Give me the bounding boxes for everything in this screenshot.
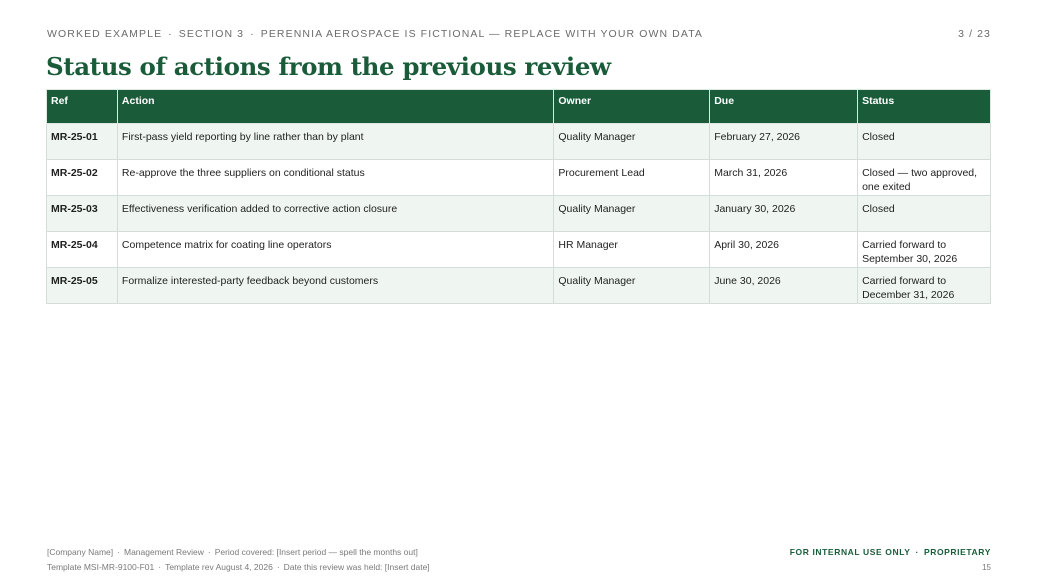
cell-action: Re-approve the three suppliers on conditional status: [117, 160, 553, 196]
page-title: Status of actions from the previous review: [46, 52, 611, 81]
slide-header: [47, 28, 991, 40]
slide-counter: 3 / 23: [958, 28, 991, 40]
cell-due: February 27, 2026: [710, 124, 858, 160]
footer-right: [790, 545, 991, 575]
column-header-action: Action: [117, 90, 553, 124]
breadcrumb-item: PERENNIA AEROSPACE IS FICTIONAL — REPLACE WITH YOUR OWN DATA: [260, 28, 704, 40]
cell-due: June 30, 2026: [710, 268, 858, 304]
breadcrumb-item: WORKED EXAMPLE: [47, 28, 163, 40]
cell-status: Carried forward to September 30, 2026: [858, 232, 991, 268]
column-header-due: Due: [710, 90, 858, 124]
cell-action: Formalize interested-party feedback beyond customers: [117, 268, 553, 304]
cell-owner: HR Manager: [554, 232, 710, 268]
footer-line: [47, 560, 430, 575]
cell-owner: Quality Manager: [554, 268, 710, 304]
footer-meta: [47, 545, 430, 575]
footer-line: [47, 545, 430, 560]
cell-owner: Quality Manager: [554, 124, 710, 160]
confidentiality-label: [790, 545, 991, 560]
table-row: [47, 196, 991, 232]
footer-company: [Company Name]: [47, 547, 114, 557]
actions-status-table: [46, 89, 991, 304]
cell-ref: MR-25-03: [47, 196, 118, 232]
cell-ref: MR-25-02: [47, 160, 118, 196]
cell-ref: MR-25-05: [47, 268, 118, 304]
footer-review-date: Date this review was held: [Insert date]: [283, 562, 430, 572]
cell-status: Carried forward to December 31, 2026: [858, 268, 991, 304]
column-header-status: Status: [858, 90, 991, 124]
breadcrumb-separator: ·: [250, 28, 255, 40]
cell-status: Closed: [858, 124, 991, 160]
table-row: [47, 268, 991, 304]
cell-ref: MR-25-04: [47, 232, 118, 268]
breadcrumb-separator: ·: [168, 28, 173, 40]
cell-due: March 31, 2026: [710, 160, 858, 196]
footer-separator: ·: [158, 562, 162, 572]
cell-status: Closed: [858, 196, 991, 232]
table-row: [47, 124, 991, 160]
breadcrumb: [47, 28, 703, 40]
footer-separator: ·: [915, 547, 919, 557]
footer-template-rev: Template rev August 4, 2026: [165, 562, 273, 572]
column-header-ref: Ref: [47, 90, 118, 124]
cell-due: April 30, 2026: [710, 232, 858, 268]
breadcrumb-item: SECTION 3: [178, 28, 245, 40]
cell-ref: MR-25-01: [47, 124, 118, 160]
cell-action: Competence matrix for coating line operators: [117, 232, 553, 268]
column-header-owner: Owner: [554, 90, 710, 124]
footer-separator: ·: [117, 547, 120, 557]
footer-template-id: Template MSI-MR-9100-F01: [47, 562, 155, 572]
footer-separator: ·: [276, 562, 280, 572]
table-header-row: [47, 90, 991, 124]
footer-separator: ·: [207, 547, 211, 557]
confidentiality-text: PROPRIETARY: [923, 547, 991, 557]
cell-owner: Procurement Lead: [554, 160, 710, 196]
footer-period: Period covered: [Insert period — spell the months out]: [214, 547, 418, 557]
table-row: [47, 232, 991, 268]
cell-action: First-pass yield reporting by line rather than by plant: [117, 124, 553, 160]
page-number: 15: [982, 563, 991, 572]
cell-owner: Quality Manager: [554, 196, 710, 232]
table-row: [47, 160, 991, 196]
cell-action: Effectiveness verification added to corrective action closure: [117, 196, 553, 232]
cell-due: January 30, 2026: [710, 196, 858, 232]
cell-status: Closed — two approved, one exited: [858, 160, 991, 196]
confidentiality-text: FOR INTERNAL USE ONLY: [789, 547, 911, 557]
footer-doc-type: Management Review: [123, 547, 204, 557]
